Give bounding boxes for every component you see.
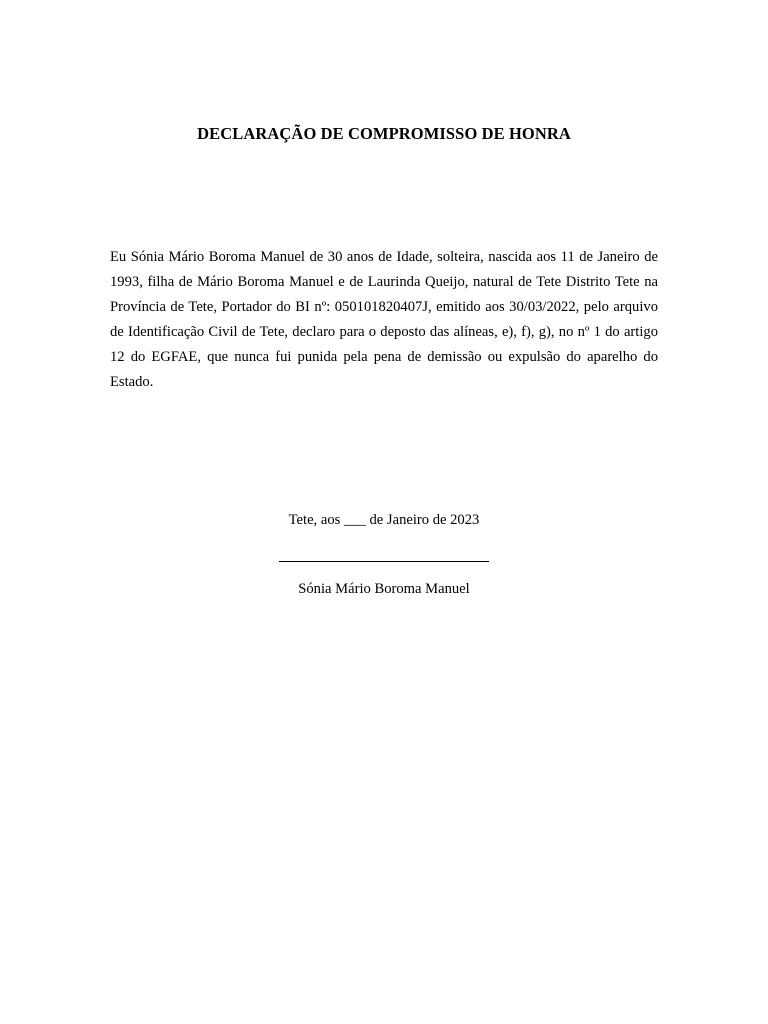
place-date-line: Tete, aos ___ de Janeiro de 2023 xyxy=(288,512,480,528)
signer-name: Sónia Mário Boroma Manuel xyxy=(298,581,470,597)
declaration-body: Eu Sónia Mário Boroma Manuel de 30 anos de Idade, solteira, nascida aos 11 de Janeiro de 1993, filha de Mário Boroma Manuel e de Laurinda Queijo, natural de Tete Distrito Tete na Província de Tete, Portador do BI nº: 050101820407J, emitido aos 30/03/2022, pelo arquivo de Identificação Civil de Tete, declaro para o deposto das alíneas, e), f), g), no nº 1 do artigo 12 do EGFAE, que nunca fui punida pela pena de demissão ou expulsão do aparelho do Estado. xyxy=(110,249,658,390)
document-title: DECLARAÇÃO DE COMPROMISSO DE HONRA xyxy=(197,124,571,143)
signature-line xyxy=(279,561,489,562)
